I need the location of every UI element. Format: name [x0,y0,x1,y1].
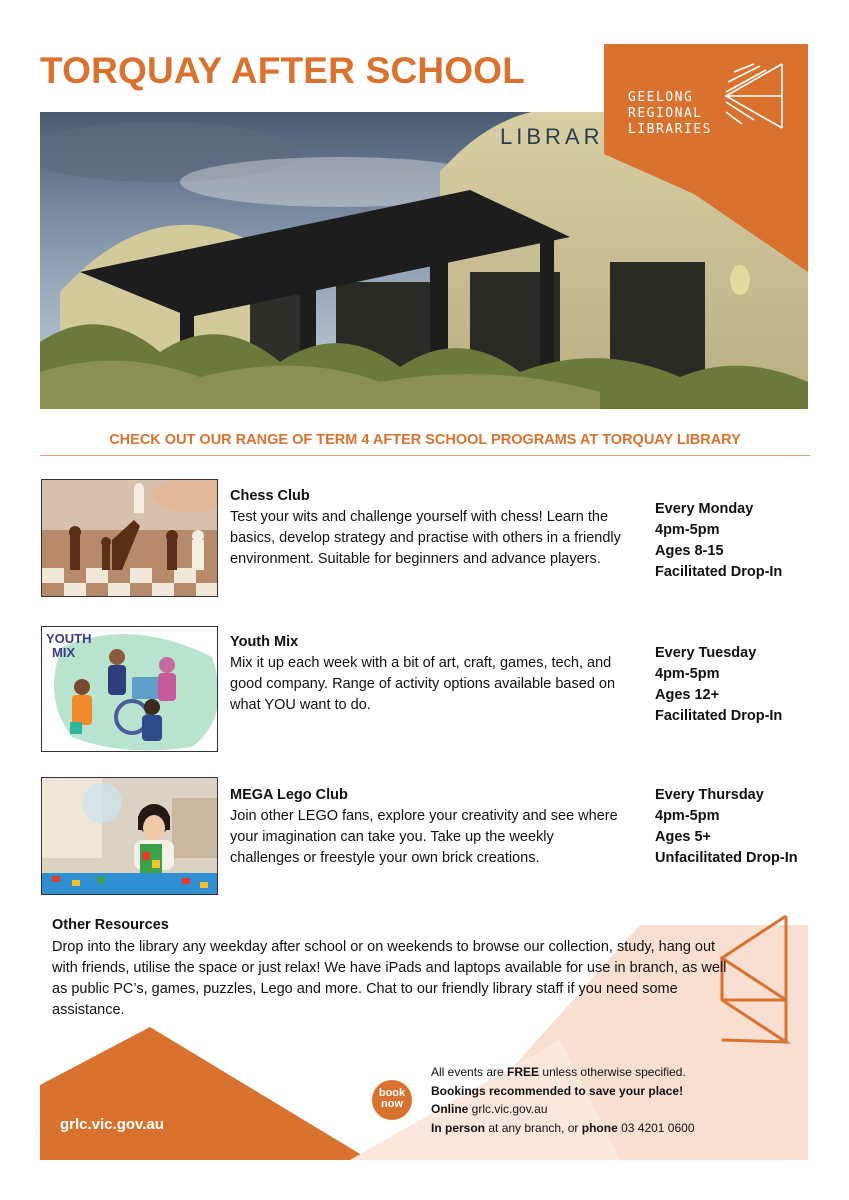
free-notice: All events are FREE unless otherwise specified. [431,1065,686,1079]
youth-mix-day: Every Tuesday [655,645,757,661]
lego-club-day: Every Thursday [655,787,764,803]
lego-club-description: Join other LEGO fans, explore your creativity and see where your imagination can take you. Take up the weekly challenges or freestyle your own brick creations. [230,808,618,866]
chess-club-description: Test your wits and challenge yourself with chess! Learn the basics, develop strategy and practise with others in a friendly environment. Suitable for beginners and advance players. [230,509,621,567]
chess-club-day: Every Monday [655,501,754,517]
logo-line-2: REGIONAL [628,106,703,121]
chess-club-schedule [655,499,782,583]
in-person-booking: In person at any branch, or phone 03 4201 0600 [431,1120,695,1135]
youth-mix-ages: Ages 12+ [655,687,720,703]
youth-mix-logo-line-2: MIX [52,645,76,660]
logo-mark-icon [720,62,786,130]
chess-club-type: Facilitated Drop-In [655,564,783,580]
youth-mix-logo-line-1: YOUTH [46,631,92,646]
online-booking: Online grlc.vic.gov.au [431,1102,548,1116]
book-now-button[interactable] [372,1080,412,1120]
subtitle-divider [40,455,810,456]
lego-club-image [41,777,218,895]
youth-mix-schedule [655,643,782,727]
lego-club-type: Unfacilitated Drop-In [655,850,798,866]
lego-club-time: 4pm-5pm [655,808,720,824]
youth-mix-title: Youth Mix [230,634,299,650]
chess-club-image [41,479,218,597]
logo-line-3: LIBRARIES [628,122,712,137]
library-sign: LIBRAR [500,124,604,149]
youth-mix-time: 4pm-5pm [655,666,720,682]
lego-club-ages: Ages 5+ [655,829,712,845]
book-now-line-1: book [378,1087,406,1099]
other-resources-description: Drop into the library any weekday after school or on weekends to browse our collection, study, hang out with friends, utilise the space or just relax! We have iPads and laptops available for use in branch, as well as public PC’s, games, puzzles, Lego and more. Chat to our friendly library staff if you need some assistance. [52,939,727,1018]
chess-club-title: Chess Club [230,488,310,504]
footer-url-link[interactable]: grlc.vic.gov.au [60,1116,164,1133]
youth-mix-image [41,626,218,752]
chess-club-time: 4pm-5pm [655,522,720,538]
logo-text [628,90,712,138]
other-resources-title: Other Resources [52,917,169,933]
youth-mix-type: Facilitated Drop-In [655,708,783,724]
booking-info [431,1063,695,1137]
lego-club-schedule [655,785,798,869]
chess-club-ages: Ages 8-15 [655,543,724,559]
programs-subtitle: CHECK OUT OUR RANGE OF TERM 4 AFTER SCHOOL PROGRAMS AT TORQUAY LIBRARY [109,432,741,448]
lego-club-title: MEGA Lego Club [230,787,348,803]
book-now-line-2: now [381,1098,403,1110]
bookings-notice: Bookings recommended to save your place! [431,1083,684,1098]
page-title: TORQUAY AFTER SCHOOL [40,50,526,91]
logo-line-1: GEELONG [628,90,694,105]
youth-mix-description: Mix it up each week with a bit of art, craft, games, tech, and good company. Range of activity options available based on what YOU want to do. [230,655,616,713]
